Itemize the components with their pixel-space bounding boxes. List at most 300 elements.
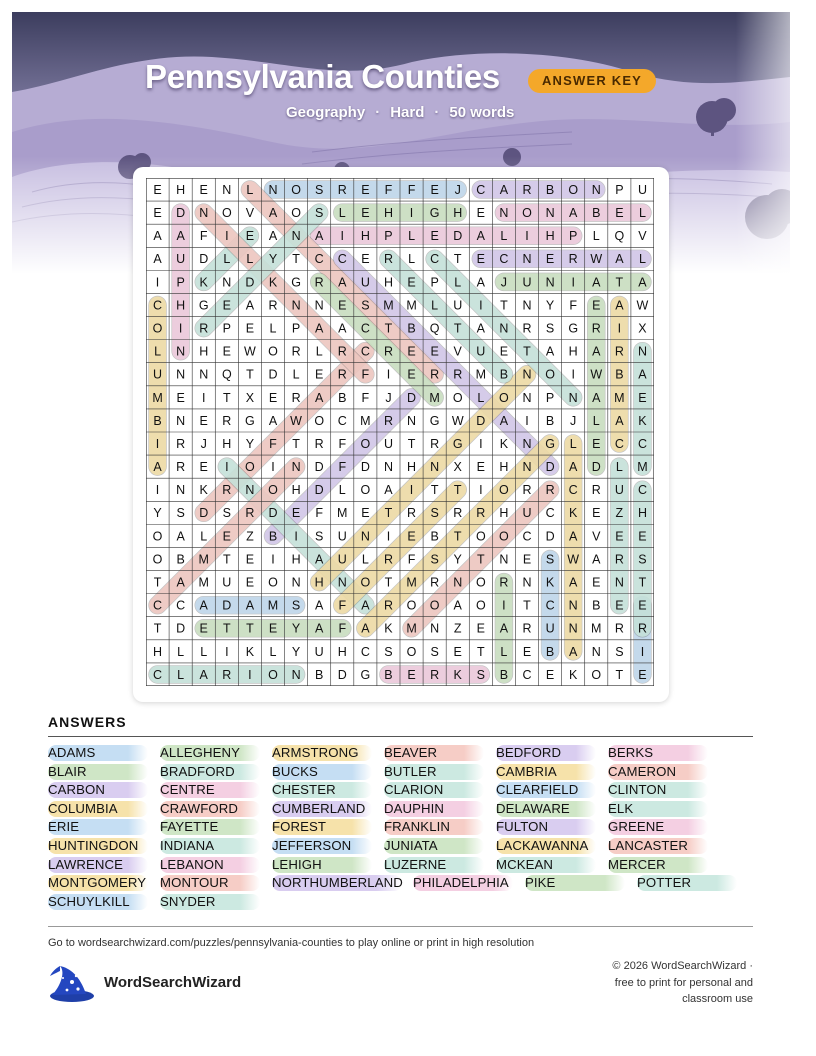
grid-letter[interactable]: C [153,667,163,682]
grid-letter[interactable]: H [568,344,578,359]
grid-letter[interactable]: T [523,344,531,359]
grid-letter[interactable]: P [291,321,301,336]
grid-letter[interactable]: J [500,275,508,290]
grid-letter[interactable]: M [591,621,602,636]
grid-letter[interactable]: N [522,436,532,451]
grid-letter[interactable]: K [638,413,647,428]
grid-letter[interactable]: S [545,321,555,336]
grid-letter[interactable]: Q [429,321,440,336]
grid-letter[interactable]: B [315,667,324,682]
grid-letter[interactable]: C [568,483,578,498]
grid-letter[interactable]: Z [453,621,462,636]
grid-letter[interactable]: K [268,275,278,290]
grid-letter[interactable]: N [568,621,578,636]
grid-letter[interactable]: R [291,344,301,359]
grid-letter[interactable]: Y [153,506,162,521]
grid-letter[interactable]: N [268,182,278,197]
grid-letter[interactable]: I [502,598,506,613]
grid-letter[interactable]: Q [221,367,232,382]
grid-letter[interactable]: A [153,252,162,267]
grid-letter[interactable]: H [407,460,417,475]
grid-letter[interactable]: R [337,367,347,382]
grid-letter[interactable]: A [499,413,509,428]
grid-letter[interactable]: O [268,575,278,590]
grid-letter[interactable]: M [198,575,209,590]
grid-letter[interactable]: N [591,644,601,659]
grid-letter[interactable]: U [383,436,393,451]
grid-letter[interactable]: E [592,575,601,590]
grid-letter[interactable]: E [176,390,185,405]
grid-letter[interactable]: P [176,275,185,290]
grid-letter[interactable]: E [315,367,324,382]
grid-letter[interactable]: I [409,206,414,221]
grid-letter[interactable]: A [153,460,162,475]
grid-letter[interactable]: L [338,483,346,498]
grid-letter[interactable]: A [176,229,185,244]
grid-letter[interactable]: I [248,667,252,682]
grid-letter[interactable]: E [638,667,647,682]
grid-letter[interactable]: B [153,413,162,428]
grid-letter[interactable]: J [454,182,461,197]
grid-letter[interactable]: O [452,390,463,405]
grid-letter[interactable]: I [225,229,229,244]
grid-letter[interactable]: O [291,182,301,197]
grid-letter[interactable]: G [245,413,255,428]
grid-letter[interactable]: O [475,575,486,590]
grid-letter[interactable]: T [523,598,531,613]
grid-letter[interactable]: B [338,390,347,405]
grid-letter[interactable]: D [314,483,324,498]
grid-letter[interactable]: I [479,436,483,451]
grid-letter[interactable]: E [291,506,301,521]
grid-letter[interactable]: C [614,436,624,451]
grid-letter[interactable]: O [429,598,440,613]
grid-letter[interactable]: R [614,621,624,636]
grid-letter[interactable]: E [268,621,278,636]
grid-letter[interactable]: R [614,552,624,567]
grid-letter[interactable]: E [545,667,555,682]
grid-letter[interactable]: S [384,644,393,659]
grid-letter[interactable]: E [199,182,208,197]
grid-letter[interactable]: O [499,529,509,544]
grid-letter[interactable]: O [406,644,417,659]
grid-letter[interactable]: I [225,644,229,659]
grid-letter[interactable]: R [176,436,186,451]
grid-letter[interactable]: A [499,182,509,197]
grid-letter[interactable]: R [222,413,232,428]
grid-letter[interactable]: L [477,390,485,405]
grid-letter[interactable]: A [176,575,185,590]
grid-letter[interactable]: W [590,252,603,267]
grid-letter[interactable]: U [476,344,486,359]
grid-letter[interactable]: H [222,436,232,451]
grid-letter[interactable]: D [268,506,278,521]
grid-letter[interactable]: U [614,483,624,498]
grid-letter[interactable]: V [245,206,255,221]
grid-letter[interactable]: H [499,506,509,521]
grid-letter[interactable]: E [476,621,485,636]
grid-letter[interactable]: C [360,321,370,336]
grid-letter[interactable]: C [522,529,532,544]
grid-letter[interactable]: C [430,252,440,267]
grid-letter[interactable]: T [384,506,393,521]
grid-letter[interactable]: L [592,229,600,244]
grid-letter[interactable]: W [590,367,603,382]
grid-letter[interactable]: L [338,206,346,221]
grid-letter[interactable]: A [315,321,324,336]
grid-letter[interactable]: E [361,506,370,521]
grid-letter[interactable]: R [591,321,601,336]
grid-letter[interactable]: A [569,644,578,659]
grid-letter[interactable]: I [271,460,275,475]
grid-letter[interactable]: B [545,182,555,197]
grid-letter[interactable]: B [499,667,509,682]
grid-letter[interactable]: A [268,413,278,428]
grid-letter[interactable]: B [545,644,555,659]
grid-letter[interactable]: Y [268,252,278,267]
grid-letter[interactable]: D [176,621,186,636]
grid-letter[interactable]: H [383,206,393,221]
grid-letter[interactable]: B [499,367,509,382]
grid-letter[interactable]: W [567,552,580,567]
grid-letter[interactable]: J [200,436,207,451]
grid-letter[interactable]: R [430,575,440,590]
grid-letter[interactable]: D [337,667,347,682]
grid-letter[interactable]: O [314,413,325,428]
grid-letter[interactable]: W [636,298,649,313]
grid-letter[interactable]: L [408,229,416,244]
grid-letter[interactable]: S [222,506,231,521]
grid-letter[interactable]: A [384,483,393,498]
grid-letter[interactable]: I [155,275,160,290]
grid-letter[interactable]: R [453,506,463,521]
grid-letter[interactable]: M [267,598,279,613]
grid-letter[interactable]: A [315,390,324,405]
grid-letter[interactable]: R [222,667,232,682]
grid-letter[interactable]: K [499,436,509,451]
grid-letter[interactable]: A [592,344,601,359]
grid-letter[interactable]: N [360,529,370,544]
grid-letter[interactable]: B [384,667,393,682]
grid-letter[interactable]: N [568,390,578,405]
grid-letter[interactable]: N [222,182,232,197]
grid-letter[interactable]: I [294,529,298,544]
grid-letter[interactable]: C [153,598,163,613]
grid-letter[interactable]: C [314,252,324,267]
grid-letter[interactable]: R [522,621,532,636]
grid-letter[interactable]: G [291,275,301,290]
grid-letter[interactable]: E [407,367,416,382]
grid-letter[interactable]: T [453,483,462,498]
grid-letter[interactable]: C [476,182,486,197]
grid-letter[interactable]: E [592,506,601,521]
grid-letter[interactable]: E [476,460,485,475]
grid-letter[interactable]: I [340,229,345,244]
grid-letter[interactable]: N [522,390,532,405]
grid-letter[interactable]: E [199,413,208,428]
grid-letter[interactable]: R [314,436,324,451]
grid-letter[interactable]: N [430,621,440,636]
grid-letter[interactable]: N [199,367,209,382]
grid-letter[interactable]: C [499,252,509,267]
grid-letter[interactable]: S [545,552,555,567]
grid-letter[interactable]: T [476,552,485,567]
grid-letter[interactable]: E [245,552,255,567]
grid-letter[interactable]: A [499,621,509,636]
grid-letter[interactable]: A [315,598,324,613]
grid-letter[interactable]: W [244,344,256,359]
grid-letter[interactable]: F [338,460,347,475]
grid-letter[interactable]: S [176,506,185,521]
grid-letter[interactable]: S [361,298,370,313]
grid-letter[interactable]: D [476,413,486,428]
grid-letter[interactable]: X [638,321,647,336]
grid-letter[interactable]: C [337,413,347,428]
grid-letter[interactable]: L [592,413,600,428]
grid-letter[interactable]: A [592,275,601,290]
grid-letter[interactable]: K [199,483,208,498]
grid-letter[interactable]: N [568,598,578,613]
grid-letter[interactable]: B [430,529,439,544]
grid-letter[interactable]: S [476,667,485,682]
grid-letter[interactable]: O [268,344,278,359]
grid-letter[interactable]: S [430,506,439,521]
grid-letter[interactable]: P [569,229,578,244]
grid-letter[interactable]: I [640,644,645,659]
grid-letter[interactable]: U [337,529,347,544]
grid-letter[interactable]: E [430,344,439,359]
grid-letter[interactable]: T [430,483,439,498]
grid-letter[interactable]: W [451,413,464,428]
grid-letter[interactable]: S [430,552,439,567]
grid-letter[interactable]: A [199,598,208,613]
grid-letter[interactable]: N [591,182,601,197]
grid-letter[interactable]: T [453,321,462,336]
grid-letter[interactable]: C [637,436,647,451]
grid-letter[interactable]: F [407,552,416,567]
grid-letter[interactable]: O [152,529,163,544]
grid-letter[interactable]: W [290,413,302,428]
grid-letter[interactable]: T [292,252,300,267]
grid-letter[interactable]: N [545,206,555,221]
grid-letter[interactable]: I [225,460,229,475]
grid-letter[interactable]: Y [245,436,255,451]
grid-letter[interactable]: O [499,483,509,498]
grid-letter[interactable]: V [592,529,601,544]
grid-letter[interactable]: T [384,321,393,336]
grid-letter[interactable]: F [338,598,347,613]
grid-letter[interactable]: E [361,182,370,197]
grid-letter[interactable]: R [522,483,532,498]
grid-letter[interactable]: G [360,667,371,682]
grid-letter[interactable]: S [315,206,324,221]
grid-letter[interactable]: T [500,298,508,313]
grid-letter[interactable]: Y [453,552,462,567]
grid-letter[interactable]: R [545,483,555,498]
grid-letter[interactable]: Z [615,506,624,521]
grid-letter[interactable]: H [637,506,647,521]
grid-letter[interactable]: C [545,598,555,613]
grid-letter[interactable]: N [337,575,347,590]
grid-letter[interactable]: A [638,367,647,382]
grid-letter[interactable]: S [638,552,647,567]
grid-letter[interactable]: B [268,529,278,544]
grid-letter[interactable]: N [291,667,301,682]
grid-letter[interactable]: O [268,483,278,498]
grid-letter[interactable]: C [522,667,532,682]
grid-letter[interactable]: T [246,621,254,636]
grid-letter[interactable]: M [152,390,163,405]
grid-letter[interactable]: T [476,644,485,659]
grid-letter[interactable]: O [152,552,163,567]
grid-letter[interactable]: K [545,575,555,590]
grid-letter[interactable]: N [522,252,532,267]
grid-letter[interactable]: T [246,367,254,382]
grid-letter[interactable]: S [315,182,324,197]
grid-letter[interactable]: C [545,506,555,521]
grid-letter[interactable]: U [522,275,532,290]
grid-letter[interactable]: I [271,552,275,567]
grid-letter[interactable]: E [615,206,624,221]
grid-letter[interactable]: H [199,344,209,359]
grid-letter[interactable]: A [476,321,485,336]
grid-letter[interactable]: F [199,229,208,244]
grid-letter[interactable]: E [522,644,532,659]
grid-letter[interactable]: D [199,252,209,267]
grid-letter[interactable]: N [245,483,255,498]
grid-letter[interactable]: R [199,321,209,336]
grid-letter[interactable]: M [429,390,440,405]
grid-letter[interactable]: E [199,460,208,475]
grid-letter[interactable]: D [314,460,324,475]
grid-letter[interactable]: D [545,460,555,475]
grid-letter[interactable]: F [384,182,393,197]
grid-letter[interactable]: F [315,506,324,521]
grid-letter[interactable]: I [479,298,483,313]
grid-letter[interactable]: H [499,460,509,475]
grid-letter[interactable]: R [222,483,232,498]
grid-letter[interactable]: N [222,275,232,290]
grid-letter[interactable]: S [315,529,324,544]
grid-letter[interactable]: L [638,206,646,221]
grid-letter[interactable]: R [476,506,486,521]
grid-letter[interactable]: T [292,436,300,451]
grid-letter[interactable]: N [637,344,647,359]
grid-letter[interactable]: E [522,552,532,567]
grid-letter[interactable]: U [337,552,347,567]
grid-letter[interactable]: K [453,667,462,682]
grid-letter[interactable]: I [155,436,160,451]
grid-letter[interactable]: A [315,621,324,636]
grid-letter[interactable]: E [638,598,647,613]
grid-letter[interactable]: O [591,667,602,682]
grid-letter[interactable]: F [361,390,370,405]
grid-letter[interactable]: C [176,598,186,613]
grid-letter[interactable]: S [291,598,301,613]
grid-letter[interactable]: H [337,644,347,659]
grid-letter[interactable]: A [615,252,624,267]
grid-letter[interactable]: P [384,229,393,244]
grid-letter[interactable]: N [314,298,324,313]
grid-letter[interactable]: M [614,390,625,405]
grid-letter[interactable]: R [291,390,301,405]
grid-letter[interactable]: O [475,529,486,544]
grid-letter[interactable]: N [522,575,532,590]
grid-letter[interactable]: U [314,644,324,659]
grid-letter[interactable]: D [245,275,255,290]
grid-letter[interactable]: B [545,413,555,428]
grid-letter[interactable]: N [176,483,186,498]
grid-letter[interactable]: L [177,644,185,659]
grid-letter[interactable]: O [152,321,163,336]
grid-letter[interactable]: L [292,367,300,382]
grid-letter[interactable]: U [522,506,532,521]
grid-letter[interactable]: F [361,367,370,382]
grid-letter[interactable]: H [453,206,463,221]
grid-letter[interactable]: H [176,182,186,197]
grid-letter[interactable]: R [383,413,393,428]
grid-letter[interactable]: L [500,644,508,659]
grid-letter[interactable]: E [592,298,601,313]
grid-letter[interactable]: L [246,182,254,197]
grid-letter[interactable]: O [522,206,532,221]
grid-letter[interactable]: K [245,644,255,659]
grid-letter[interactable]: O [360,575,371,590]
grid-letter[interactable]: O [545,367,555,382]
grid-letter[interactable]: N [499,552,509,567]
grid-letter[interactable]: R [383,552,393,567]
grid-letter[interactable]: E [476,206,485,221]
grid-letter[interactable]: P [222,321,231,336]
grid-letter[interactable]: E [222,344,231,359]
grid-letter[interactable]: U [637,182,647,197]
grid-letter[interactable]: N [545,275,555,290]
grid-letter[interactable]: A [615,298,624,313]
grid-letter[interactable]: K [569,506,578,521]
grid-letter[interactable]: E [407,667,416,682]
grid-letter[interactable]: N [522,460,532,475]
grid-letter[interactable]: B [592,598,601,613]
grid-letter[interactable]: O [499,390,509,405]
grid-letter[interactable]: P [615,182,624,197]
grid-letter[interactable]: M [637,460,648,475]
grid-letter[interactable]: A [268,229,278,244]
grid-letter[interactable]: R [176,460,186,475]
grid-letter[interactable]: I [178,321,183,336]
grid-letter[interactable]: L [154,344,162,359]
grid-letter[interactable]: D [222,598,232,613]
grid-letter[interactable]: C [153,298,163,313]
grid-letter[interactable]: T [453,529,462,544]
grid-letter[interactable]: I [617,321,622,336]
grid-letter[interactable]: X [453,460,462,475]
grid-letter[interactable]: R [499,575,509,590]
grid-letter[interactable]: T [407,436,416,451]
grid-letter[interactable]: E [430,182,439,197]
grid-letter[interactable]: G [429,413,440,428]
grid-letter[interactable]: L [177,667,185,682]
grid-letter[interactable]: B [407,321,416,336]
grid-letter[interactable]: V [638,229,647,244]
grid-letter[interactable]: E [153,182,162,197]
grid-letter[interactable]: A [268,206,278,221]
grid-letter[interactable]: N [499,206,509,221]
grid-letter[interactable]: I [409,483,414,498]
grid-letter[interactable]: E [361,252,370,267]
grid-letter[interactable]: L [200,644,208,659]
grid-letter[interactable]: A [361,621,370,636]
grid-letter[interactable]: H [153,644,163,659]
